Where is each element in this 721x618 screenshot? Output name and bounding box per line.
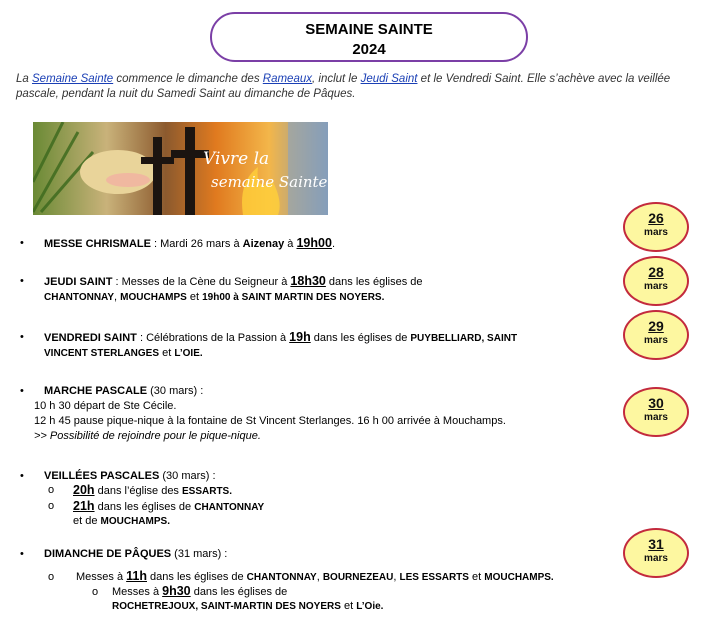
item-time: 20h xyxy=(73,483,95,497)
date-badge xyxy=(623,202,689,252)
item-text: , xyxy=(114,291,121,303)
item-text: : Mardi 26 mars à xyxy=(150,238,243,250)
banner-image xyxy=(33,122,328,215)
item-text: Messes à xyxy=(112,586,163,598)
intro-text: et le Vendredi Saint. Elle s’achève avec la veillée pascale, pendant la nuit du Samedi Saint au dimanche de Pâques. xyxy=(16,73,671,100)
item-heading: DIMANCHE DE PÂQUES xyxy=(44,548,172,560)
item-text: et de xyxy=(73,515,101,527)
item-text: et xyxy=(340,600,357,612)
list-item-dimanche-paques xyxy=(20,547,620,562)
list-item-chrismale xyxy=(20,236,620,252)
badge-day: 28 xyxy=(648,264,664,280)
date-badge xyxy=(623,528,689,578)
item-text: (30 mars) : xyxy=(147,385,204,397)
banner-text-1: Vivre la xyxy=(203,149,270,169)
badge-month: mars xyxy=(644,553,668,564)
banner-illustration xyxy=(33,122,328,215)
item-text: dans les églises de xyxy=(190,586,288,598)
item-time: 18h30 xyxy=(290,274,326,288)
item-text: . xyxy=(331,238,335,250)
item-heading: JEUDI SAINT xyxy=(44,276,113,288)
veillee-line-2 xyxy=(73,499,264,515)
item-place: ESSARTS. xyxy=(182,486,233,497)
item-place: L’OIE. xyxy=(174,348,203,359)
item-place: LES ESSARTS xyxy=(399,572,469,583)
sub-bullet: o xyxy=(48,484,55,496)
item-text: dans les églises de xyxy=(310,332,411,344)
item-text: dans les églises de xyxy=(325,276,423,288)
item-text: : Célébrations de la Passion à xyxy=(136,332,290,344)
item-text: (30 mars) : xyxy=(159,470,216,482)
item-text: dans les églises de xyxy=(94,501,195,513)
badge-month: mars xyxy=(644,335,668,346)
item-text: et xyxy=(468,571,485,583)
page-year: 2024 xyxy=(352,41,386,58)
item-place: L’Oie. xyxy=(356,601,384,612)
item-place: VINCENT STERLANGES xyxy=(44,348,160,359)
bullet: • xyxy=(20,385,24,397)
item-place: MOUCHAMPS. xyxy=(100,516,170,527)
sub-bullet: o xyxy=(48,571,55,583)
list-item-jeudi-saint xyxy=(20,274,620,305)
item-time: 19h00 xyxy=(296,236,332,250)
item-heading: VENDREDI SAINT xyxy=(44,332,137,344)
item-time: 11h xyxy=(126,569,147,583)
marche-line-3: >> Possibilité de rejoindre pour le pique-nique. xyxy=(34,430,261,442)
badge-month: mars xyxy=(644,412,668,423)
dimanche-line-1 xyxy=(76,569,554,585)
item-place: CHANTONNAY xyxy=(44,292,115,303)
item-text: : Messes de la Cène du Seigneur à xyxy=(112,276,291,288)
intro-paragraph xyxy=(16,72,716,102)
bullet: • xyxy=(20,331,24,343)
banner-text-2: semaine Sainte xyxy=(211,173,328,191)
page-title-box xyxy=(210,12,528,62)
list-item-marche-pascale xyxy=(20,384,620,399)
item-text: , xyxy=(393,571,400,583)
item-time: 9h30 xyxy=(162,584,191,598)
dimanche-line-3 xyxy=(112,599,383,614)
badge-month: mars xyxy=(644,227,668,238)
marche-line-1: 10 h 30 départ de Ste Cécile. xyxy=(34,400,177,412)
bullet: • xyxy=(20,275,24,287)
date-badge xyxy=(623,387,689,437)
sub-bullet: o xyxy=(92,586,99,598)
intro-text: La xyxy=(16,73,32,85)
intro-text: commence le dimanche des xyxy=(113,73,263,85)
item-text: Messes à xyxy=(76,571,127,583)
item-text: à xyxy=(284,238,297,250)
list-item-vendredi-saint xyxy=(20,330,620,361)
item-place: PUYBELLIARD, SAINT xyxy=(410,333,518,344)
veillee-line-1 xyxy=(73,483,232,499)
badge-day: 31 xyxy=(648,536,664,552)
list-item-veillees-pascales xyxy=(20,469,620,484)
bullet: • xyxy=(20,237,24,249)
item-place: Aizenay xyxy=(242,238,285,250)
item-time: 21h xyxy=(73,499,95,513)
item-place: BOURNEZEAU xyxy=(322,572,394,583)
intro-text: , inclut le xyxy=(312,73,361,85)
item-heading: MESSE CHRISMALE xyxy=(44,238,151,250)
link-rameaux[interactable]: Rameaux xyxy=(262,73,312,85)
badge-day: 29 xyxy=(648,318,664,334)
item-place: CHANTONNAY xyxy=(246,572,317,583)
item-place: ROCHETREJOUX, SAINT-MARTIN DES NOYERS xyxy=(112,601,341,612)
bullet: • xyxy=(20,470,24,482)
item-place: MOUCHAMPS. xyxy=(484,572,554,583)
badge-day: 26 xyxy=(648,210,664,226)
item-text: dans l’église des xyxy=(94,485,182,497)
item-text: et xyxy=(159,347,175,359)
link-jeudi-saint[interactable]: Jeudi Saint xyxy=(360,73,418,85)
bullet: • xyxy=(20,548,24,560)
page-title: SEMAINE SAINTE xyxy=(305,21,433,38)
badge-day: 30 xyxy=(648,395,664,411)
badge-month: mars xyxy=(644,281,668,292)
item-text: , xyxy=(316,571,323,583)
veillee-line-3 xyxy=(73,514,170,529)
item-time: 19h xyxy=(289,330,311,344)
item-place: MOUCHAMPS xyxy=(120,292,187,303)
item-place: 19h00 à SAINT MARTIN DES NOYERS. xyxy=(202,292,385,303)
date-badge xyxy=(623,256,689,306)
item-place: CHANTONNAY xyxy=(194,502,265,513)
item-heading: VEILLÉES PASCALES xyxy=(44,470,160,482)
item-text: et xyxy=(186,291,203,303)
item-text: dans les églises de xyxy=(147,571,247,583)
item-text: (31 mars) : xyxy=(171,548,228,560)
item-heading: MARCHE PASCALE xyxy=(44,385,148,397)
link-semaine-sainte[interactable]: Semaine Sainte xyxy=(32,73,114,85)
marche-line-2: 12 h 45 pause pique-nique à la fontaine de St Vincent Sterlanges. 16 h 00 arrivée à Mouchamps. xyxy=(34,415,506,427)
dimanche-line-2 xyxy=(112,584,287,600)
date-badge xyxy=(623,310,689,360)
sub-bullet: o xyxy=(48,500,55,512)
